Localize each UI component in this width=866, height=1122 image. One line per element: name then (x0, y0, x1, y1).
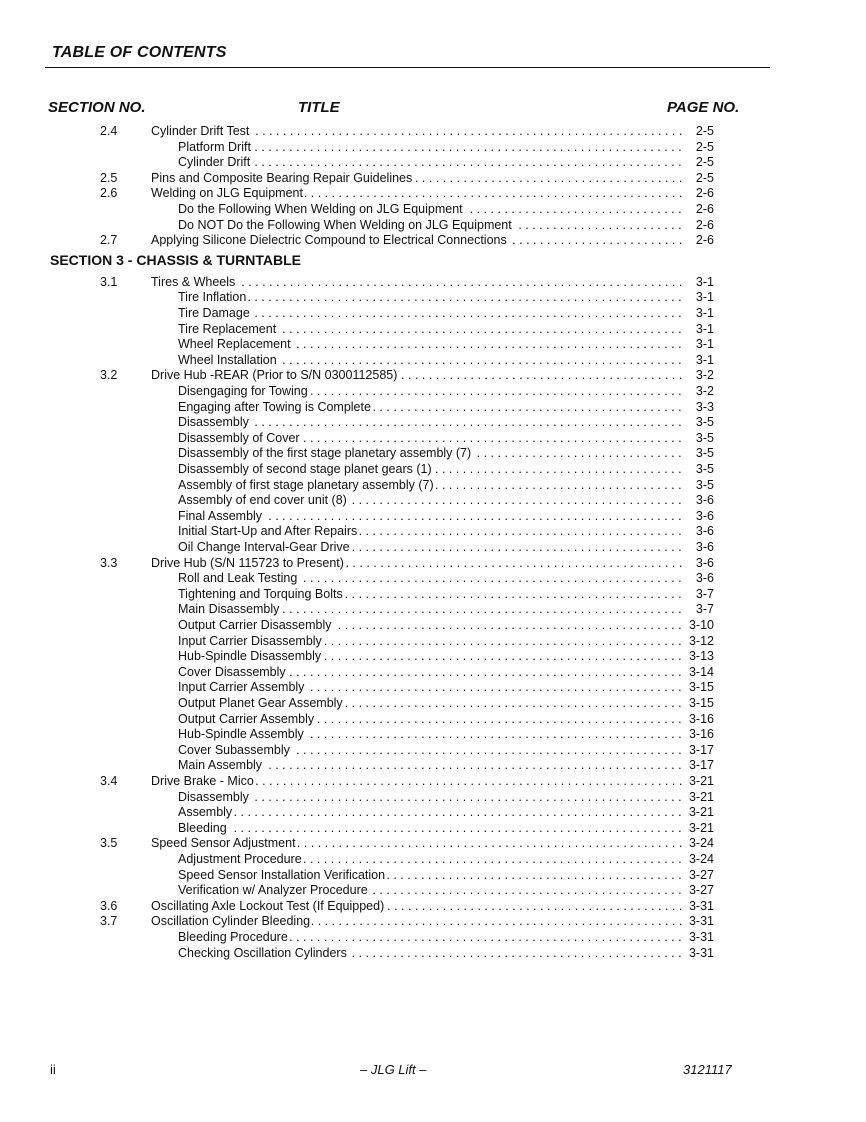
toc-subentry[interactable] (0, 679, 866, 695)
page-number: 3-14 (684, 664, 714, 680)
entry-leader (178, 445, 684, 461)
entry-title: Bleeding (178, 820, 227, 835)
entry-title: Cover Disassembly (178, 664, 286, 679)
toc-subentry[interactable] (0, 139, 866, 155)
page-number: 3-21 (684, 789, 714, 805)
entry-title: Pins and Composite Bearing Repair Guidelines (151, 170, 413, 185)
entry-leader (151, 898, 684, 914)
entry-title: Drive Brake - Mico (151, 774, 254, 788)
entry-leader (178, 508, 684, 524)
entry-leader (178, 601, 684, 617)
toc-subentry[interactable] (0, 742, 866, 758)
entry-title: Main Disassembly (178, 602, 280, 617)
entry-title: Cylinder Drift Test (151, 124, 250, 138)
entry-leader (178, 430, 684, 446)
entry-title: Oscillating Axle Lockout Test (If Equipped) (151, 898, 385, 913)
entry-title: Platform Drift (178, 139, 251, 154)
entry-title: Oscillation Cylinder Bleeding (151, 914, 311, 929)
entry-leader (178, 789, 684, 805)
entry-title: Engaging after Towing is Complete (178, 399, 371, 414)
page-number: 3-5 (684, 461, 714, 477)
entry-leader (151, 232, 684, 248)
toc-subentry[interactable] (0, 617, 866, 633)
footer-doc-number: 3121117 (683, 1062, 732, 1077)
header-divider (45, 67, 770, 68)
entry-leader (178, 201, 684, 217)
page-number: 3-31 (684, 929, 714, 945)
toc-subentry[interactable] (0, 289, 866, 305)
toc-subentry[interactable] (0, 305, 866, 321)
entry-title: Adjustment Procedure (178, 852, 302, 866)
toc-subentry[interactable] (0, 695, 866, 711)
entry-leader (178, 154, 684, 170)
page-number: 3-13 (684, 648, 714, 664)
page-number: 3-7 (684, 601, 714, 617)
toc-subentry[interactable] (0, 336, 866, 352)
section-number: 2.5 (100, 170, 118, 185)
toc-subentry[interactable] (0, 352, 866, 368)
toc-subentry[interactable] (0, 399, 866, 415)
entry-leader (178, 305, 684, 321)
page-number: 3-15 (684, 679, 714, 695)
toc-subentry[interactable] (0, 851, 866, 867)
entry-leader (151, 835, 684, 851)
entry-leader (178, 851, 684, 867)
entry-title: Checking Oscillation Cylinders (178, 945, 347, 960)
entry-title: Tire Replacement (178, 321, 277, 336)
entry-title: Welding on JLG Equipment (151, 186, 303, 201)
entry-leader (178, 867, 684, 883)
toc-subentry[interactable] (0, 648, 866, 664)
section-number: 3.7 (100, 914, 118, 929)
entry-title: Verification w/ Analyzer Procedure (178, 883, 368, 898)
entry-title: Drive Hub (S/N 115723 to Present) (151, 555, 344, 570)
page-number: 3-5 (684, 430, 714, 446)
entry-title: Assembly of end cover unit (8) (178, 493, 347, 508)
toc-subentry[interactable] (0, 477, 866, 493)
entry-title: Assembly of first stage planetary assembly (7) (178, 477, 434, 492)
toc-subentry[interactable] (0, 586, 866, 602)
page-number: 2-5 (684, 170, 714, 186)
page-number: 3-15 (684, 695, 714, 711)
page-number: 3-21 (684, 773, 714, 789)
toc-subentry[interactable] (0, 430, 866, 446)
section-number: 2.6 (100, 186, 118, 201)
toc-subentry[interactable] (0, 492, 866, 508)
page-number: 3-21 (684, 804, 714, 820)
toc-subentry[interactable] (0, 154, 866, 170)
entry-title: Disassembly (178, 789, 249, 804)
entry-title: Tire Inflation (178, 290, 247, 305)
toc-entry[interactable] (0, 274, 866, 290)
entry-leader (151, 913, 684, 929)
page-number: 2-6 (684, 217, 714, 233)
entry-leader (178, 882, 684, 898)
column-header-page: PAGE NO. (667, 99, 740, 116)
entry-title: Do the Following When Welding on JLG Equipment (178, 202, 463, 216)
toc-subentry[interactable] (0, 217, 866, 233)
entry-title: Final Assembly (178, 508, 263, 523)
entry-title: Initial Start-Up and After Repairs (178, 524, 358, 539)
entry-leader (178, 289, 684, 305)
page-number: 3-1 (684, 305, 714, 321)
section-number: 3.4 (100, 774, 118, 788)
entry-title: Oil Change Interval-Gear Drive (178, 540, 350, 554)
entry-title: Speed Sensor Installation Verification (178, 867, 386, 882)
section-heading: SECTION 3 - CHASSIS & TURNTABLE (50, 251, 301, 268)
toc-subentry[interactable] (0, 882, 866, 898)
toc-subentry[interactable] (0, 664, 866, 680)
toc-entry[interactable] (0, 555, 866, 571)
page-number: 3-1 (684, 321, 714, 337)
toc-subentry[interactable] (0, 789, 866, 805)
page-number: 3-24 (684, 851, 714, 867)
entry-title: Output Carrier Disassembly (178, 618, 332, 632)
page-number: 3-1 (684, 336, 714, 352)
page-title: TABLE OF CONTENTS (52, 44, 227, 61)
entry-leader (178, 586, 684, 602)
entry-leader (178, 820, 684, 836)
page-number: 2-5 (684, 123, 714, 139)
toc-subentry[interactable] (0, 726, 866, 742)
page-number: 2-6 (684, 201, 714, 217)
page-number: 3-31 (684, 945, 714, 961)
page-number: 2-5 (684, 139, 714, 155)
toc-entry[interactable] (0, 913, 866, 929)
entry-title: Cylinder Drift (178, 155, 251, 170)
entry-leader (178, 570, 684, 586)
page-number: 3-2 (684, 383, 714, 399)
entry-title: Cover Subassembly (178, 742, 290, 757)
entry-leader (178, 352, 684, 368)
toc-entry[interactable] (0, 185, 866, 201)
entry-title: Main Assembly (178, 758, 263, 773)
entry-leader (178, 664, 684, 680)
page-number: 3-1 (684, 274, 714, 290)
page-number: 3-17 (684, 742, 714, 758)
toc-subentry[interactable] (0, 383, 866, 399)
entry-leader (178, 742, 684, 758)
entry-leader (178, 633, 684, 649)
entry-leader (151, 170, 684, 186)
entry-leader (178, 945, 684, 961)
entry-title: Tightening and Torquing Bolts (178, 586, 343, 601)
entry-title: Output Carrier Assembly (178, 711, 315, 726)
page-number: 3-6 (684, 523, 714, 539)
footer-brand: – JLG Lift – (360, 1062, 427, 1077)
entry-title: Hub-Spindle Disassembly (178, 649, 322, 664)
toc-entry[interactable] (0, 232, 866, 248)
entry-title: Disengaging for Towing (178, 384, 308, 398)
toc-entry[interactable] (0, 898, 866, 914)
column-header-title: TITLE (298, 99, 340, 116)
entry-leader (178, 617, 684, 633)
entry-leader (178, 695, 684, 711)
page-number: 3-16 (684, 711, 714, 727)
entry-leader (178, 321, 684, 337)
toc-subentry[interactable] (0, 523, 866, 539)
entry-title: Tire Damage (178, 306, 250, 320)
entry-leader (178, 383, 684, 399)
toc-subentry[interactable] (0, 601, 866, 617)
entry-leader (178, 648, 684, 664)
entry-leader (178, 929, 684, 945)
footer-page-number: ii (50, 1062, 56, 1077)
entry-leader (178, 414, 684, 430)
toc-subentry[interactable] (0, 929, 866, 945)
toc-entry[interactable] (0, 367, 866, 383)
toc-subentry[interactable] (0, 201, 866, 217)
entry-leader (178, 711, 684, 727)
page-number: 3-10 (684, 617, 714, 633)
entry-leader (178, 461, 684, 477)
page-number: 3-7 (684, 586, 714, 602)
section-number: 3.6 (100, 898, 118, 913)
page-number: 3-6 (684, 555, 714, 571)
entry-leader (151, 555, 684, 571)
page-number: 3-6 (684, 508, 714, 524)
entry-leader (151, 123, 684, 139)
entry-title: Do NOT Do the Following When Welding on JLG Equipment (178, 217, 512, 232)
page-number: 3-6 (684, 570, 714, 586)
entry-leader (178, 217, 684, 233)
page-number: 3-12 (684, 633, 714, 649)
toc-subentry[interactable] (0, 445, 866, 461)
entry-title: Disassembly of the first stage planetary assembly (7) (178, 446, 472, 461)
section-number: 3.5 (100, 836, 118, 851)
toc-subentry[interactable] (0, 414, 866, 430)
entry-title: Drive Hub -REAR (Prior to S/N 0300112585) (151, 368, 398, 383)
entry-leader (178, 336, 684, 352)
page-number: 2-6 (684, 185, 714, 201)
entry-leader (178, 757, 684, 773)
entry-leader (151, 274, 684, 290)
toc-subentry[interactable] (0, 321, 866, 337)
entry-leader (178, 539, 684, 555)
entry-title: Assembly (178, 805, 233, 820)
toc-subentry[interactable] (0, 508, 866, 524)
section-number: 3.1 (100, 274, 118, 289)
toc-subentry[interactable] (0, 539, 866, 555)
entry-title: Input Carrier Assembly (178, 680, 305, 695)
entry-title: Input Carrier Disassembly (178, 633, 322, 648)
toc-subentry[interactable] (0, 633, 866, 649)
toc-subentry[interactable] (0, 945, 866, 961)
column-header-section: SECTION NO. (48, 99, 146, 116)
toc-subentry[interactable] (0, 820, 866, 836)
page-number: 3-16 (684, 726, 714, 742)
page-number: 3-5 (684, 445, 714, 461)
page-number: 3-31 (684, 913, 714, 929)
entry-title: Tires & Wheels (151, 274, 236, 289)
entry-leader (151, 773, 684, 789)
page-number: 3-31 (684, 898, 714, 914)
toc-subentry[interactable] (0, 461, 866, 477)
page-number: 3-27 (684, 882, 714, 898)
page-number: 3-6 (684, 492, 714, 508)
entry-title: Bleeding Procedure (178, 930, 288, 944)
page-number: 2-5 (684, 154, 714, 170)
entry-title: Wheel Installation (178, 352, 277, 367)
toc-subentry[interactable] (0, 570, 866, 586)
toc-subentry[interactable] (0, 804, 866, 820)
toc-entry[interactable] (0, 170, 866, 186)
page-number: 3-6 (684, 539, 714, 555)
entry-title: Output Planet Gear Assembly (178, 696, 343, 710)
toc-entry[interactable] (0, 773, 866, 789)
entry-leader (178, 477, 684, 493)
page-number: 3-3 (684, 399, 714, 415)
page-number: 3-1 (684, 289, 714, 305)
entry-leader (178, 139, 684, 155)
entry-title: Disassembly of second stage planet gears (1) (178, 462, 432, 476)
toc-subentry[interactable] (0, 711, 866, 727)
toc-subentry[interactable] (0, 757, 866, 773)
section-number: 3.2 (100, 368, 118, 383)
entry-title: Disassembly (178, 415, 249, 430)
entry-leader (151, 185, 684, 201)
page-number: 3-17 (684, 757, 714, 773)
entry-leader (178, 523, 684, 539)
entry-title: Applying Silicone Dielectric Compound to Electrical Connections (151, 233, 507, 248)
page-number: 3-21 (684, 820, 714, 836)
entry-title: Hub-Spindle Assembly (178, 727, 304, 742)
toc-entry[interactable] (0, 835, 866, 851)
entry-leader (178, 679, 684, 695)
toc-subentry[interactable] (0, 867, 866, 883)
toc-entry[interactable] (0, 123, 866, 139)
page-number: 3-5 (684, 477, 714, 493)
entry-leader (178, 726, 684, 742)
entry-title: Wheel Replacement (178, 337, 291, 352)
entry-title: Roll and Leak Testing (178, 571, 298, 586)
section-number: 3.3 (100, 555, 118, 570)
entry-leader (178, 492, 684, 508)
page-number: 2-6 (684, 232, 714, 248)
section-number: 2.4 (100, 124, 118, 138)
entry-leader (178, 804, 684, 820)
page-number: 3-27 (684, 867, 714, 883)
page-number: 3-5 (684, 414, 714, 430)
entry-title: Speed Sensor Adjustment (151, 836, 296, 851)
entry-leader (151, 367, 684, 383)
page-number: 3-2 (684, 367, 714, 383)
section-number: 2.7 (100, 233, 118, 248)
entry-title: Disassembly of Cover (178, 430, 300, 445)
entry-leader (178, 399, 684, 415)
page-number: 3-24 (684, 835, 714, 851)
page-number: 3-1 (684, 352, 714, 368)
